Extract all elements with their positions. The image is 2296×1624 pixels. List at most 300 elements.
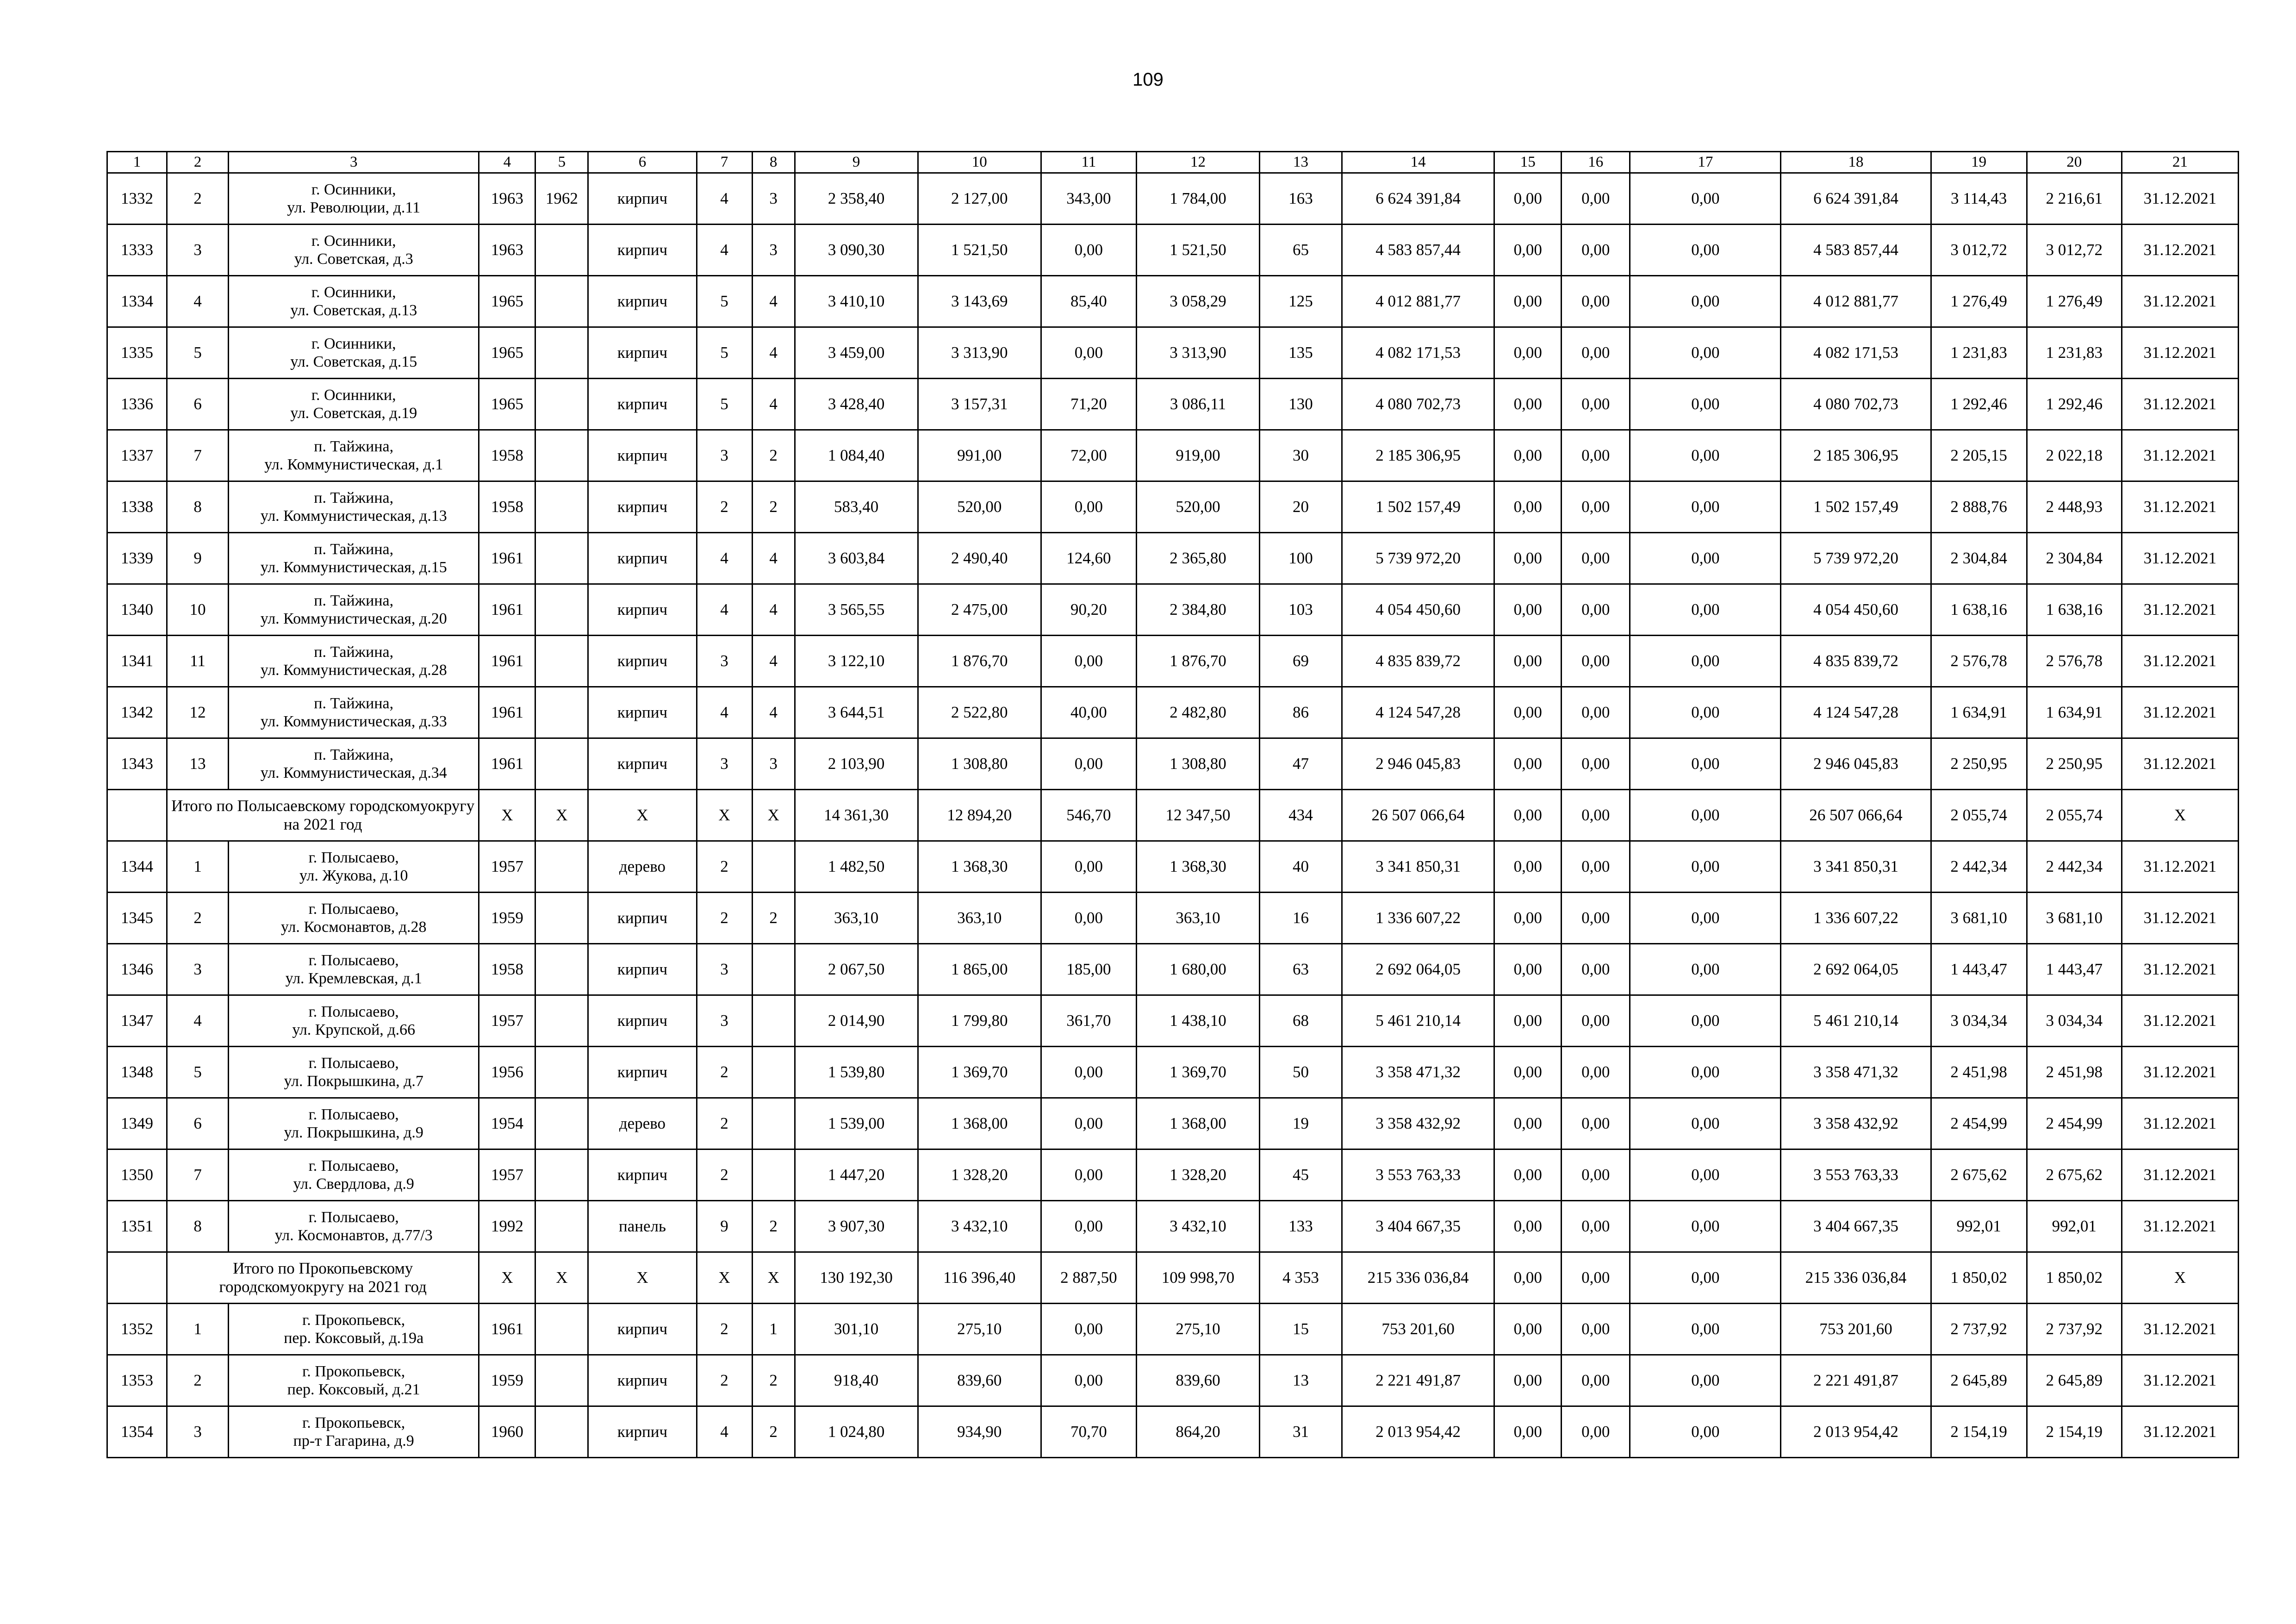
col-12-cell: 3 058,29 (1136, 276, 1259, 327)
col-14-cell: 4 835 839,72 (1342, 636, 1494, 687)
col-4-cell: 1961 (479, 533, 535, 584)
item-number: 8 (167, 1201, 229, 1252)
col-12-cell: 1 328,20 (1136, 1149, 1259, 1201)
col-16-cell: 0,00 (1562, 1406, 1630, 1458)
col-19-cell: 2 454,99 (1931, 1098, 2027, 1149)
col-5-cell: X (535, 790, 588, 841)
col-20-cell: 3 681,10 (2027, 893, 2122, 944)
col-11-cell: 70,70 (1041, 1406, 1136, 1458)
col-17-cell: 0,00 (1630, 944, 1781, 995)
col-13-cell: 20 (1260, 481, 1342, 533)
col-12-cell: 3 086,11 (1136, 379, 1259, 430)
address-cell (229, 738, 479, 790)
col-4-cell: 1963 (479, 225, 535, 276)
item-number: 9 (167, 533, 229, 584)
col-7-cell: 2 (697, 1098, 752, 1149)
col-4-cell: 1965 (479, 379, 535, 430)
column-number-cell: 21 (2122, 152, 2238, 173)
col-6-cell: кирпич (588, 1047, 697, 1098)
col-10-cell: 2 127,00 (918, 173, 1041, 225)
col-7-cell: 3 (697, 738, 752, 790)
col-9-cell: 3 907,30 (795, 1201, 918, 1252)
col-20-cell: 992,01 (2027, 1201, 2122, 1252)
col-11-cell: 0,00 (1041, 481, 1136, 533)
col-6-cell: кирпич (588, 944, 697, 995)
col-5-cell (535, 738, 588, 790)
address-locality: г. Полысаево, (308, 1106, 399, 1123)
address-locality: г. Прокопьевск, (302, 1362, 405, 1380)
col-21-cell: 31.12.2021 (2122, 481, 2238, 533)
col-15-cell: 0,00 (1494, 841, 1562, 893)
col-16-cell: 0,00 (1562, 995, 1630, 1047)
col-14-cell: 5 739 972,20 (1342, 533, 1494, 584)
col-11-cell: 2 887,50 (1041, 1252, 1136, 1304)
col-15-cell: 0,00 (1494, 584, 1562, 636)
col-17-cell: 0,00 (1630, 533, 1781, 584)
column-number-cell: 8 (752, 152, 795, 173)
row-number: 1349 (107, 1098, 167, 1149)
address-street: ул. Кремлевская, д.1 (285, 970, 422, 987)
col-15-cell: 0,00 (1494, 944, 1562, 995)
col-9-cell: 3 603,84 (795, 533, 918, 584)
col-11-cell: 124,60 (1041, 533, 1136, 584)
col-4-cell: X (479, 1252, 535, 1304)
row-number: 1335 (107, 327, 167, 379)
col-17-cell: 0,00 (1630, 995, 1781, 1047)
registry-body (107, 152, 2239, 1458)
row-number: 1346 (107, 944, 167, 995)
col-20-cell: 2 154,19 (2027, 1406, 2122, 1458)
col-7-cell: 3 (697, 636, 752, 687)
col-20-cell: 2 451,98 (2027, 1047, 2122, 1098)
row-number: 1338 (107, 481, 167, 533)
col-4-cell: 1958 (479, 481, 535, 533)
col-15-cell: 0,00 (1494, 173, 1562, 225)
col-10-cell: 2 490,40 (918, 533, 1041, 584)
col-18-cell: 2 946 045,83 (1781, 738, 1931, 790)
address-locality: п. Тайжина, (314, 540, 394, 558)
table-row (107, 1098, 2239, 1149)
col-12-cell: 1 308,80 (1136, 738, 1259, 790)
col-14-cell: 753 201,60 (1342, 1304, 1494, 1355)
col-13-cell: 16 (1260, 893, 1342, 944)
col-12-cell: 109 998,70 (1136, 1252, 1259, 1304)
col-8-cell: 4 (752, 327, 795, 379)
col-10-cell: 1 368,00 (918, 1098, 1041, 1149)
col-13-cell: 30 (1260, 430, 1342, 481)
col-19-cell: 2 154,19 (1931, 1406, 2027, 1458)
address-street: ул. Коммунистическая, д.15 (260, 559, 447, 576)
row-number: 1350 (107, 1149, 167, 1201)
col-10-cell: 1 876,70 (918, 636, 1041, 687)
col-10-cell: 3 313,90 (918, 327, 1041, 379)
col-12-cell: 2 482,80 (1136, 687, 1259, 738)
col-21-cell: 31.12.2021 (2122, 584, 2238, 636)
address-street: ул. Коммунистическая, д.34 (260, 764, 447, 781)
address-street: ул. Коммунистическая, д.13 (260, 507, 447, 525)
col-10-cell: 1 865,00 (918, 944, 1041, 995)
column-number-row (107, 152, 2239, 173)
col-14-cell: 1 502 157,49 (1342, 481, 1494, 533)
col-9-cell: 130 192,30 (795, 1252, 918, 1304)
col-11-cell: 0,00 (1041, 1355, 1136, 1406)
address-locality: г. Прокопьевск, (302, 1311, 405, 1329)
col-5-cell (535, 1304, 588, 1355)
col-17-cell: 0,00 (1630, 584, 1781, 636)
col-21-cell: 31.12.2021 (2122, 276, 2238, 327)
address-cell (229, 481, 479, 533)
col-18-cell: 4 124 547,28 (1781, 687, 1931, 738)
address-cell (229, 1304, 479, 1355)
column-number-cell: 9 (795, 152, 918, 173)
col-8-cell: 2 (752, 1406, 795, 1458)
col-10-cell: 3 432,10 (918, 1201, 1041, 1252)
col-10-cell: 3 143,69 (918, 276, 1041, 327)
col-17-cell: 0,00 (1630, 173, 1781, 225)
col-19-cell: 1 276,49 (1931, 276, 2027, 327)
col-5-cell (535, 944, 588, 995)
col-20-cell: 1 850,02 (2027, 1252, 2122, 1304)
col-21-cell: 31.12.2021 (2122, 1304, 2238, 1355)
row-number: 1337 (107, 430, 167, 481)
col-6-cell: кирпич (588, 584, 697, 636)
col-4-cell: 1956 (479, 1047, 535, 1098)
row-number: 1343 (107, 738, 167, 790)
col-11-cell: 90,20 (1041, 584, 1136, 636)
col-4-cell: 1958 (479, 430, 535, 481)
col-6-cell: кирпич (588, 1355, 697, 1406)
item-number: 3 (167, 944, 229, 995)
total-label-line: Итого по Полысаевскому городскому (171, 796, 428, 815)
col-14-cell: 5 461 210,14 (1342, 995, 1494, 1047)
address-cell (229, 1047, 479, 1098)
col-6-cell: кирпич (588, 636, 697, 687)
table-row (107, 1149, 2239, 1201)
col-20-cell: 2 216,61 (2027, 173, 2122, 225)
col-13-cell: 47 (1260, 738, 1342, 790)
col-11-cell: 40,00 (1041, 687, 1136, 738)
column-number-cell: 16 (1562, 152, 1630, 173)
row-number: 1352 (107, 1304, 167, 1355)
col-17-cell: 0,00 (1630, 430, 1781, 481)
address-cell (229, 995, 479, 1047)
col-19-cell: 2 645,89 (1931, 1355, 2027, 1406)
table-row (107, 584, 2239, 636)
col-21-cell: X (2122, 790, 2238, 841)
col-12-cell: 275,10 (1136, 1304, 1259, 1355)
total-row (107, 790, 2239, 841)
col-11-cell: 71,20 (1041, 379, 1136, 430)
col-12-cell: 1 368,30 (1136, 841, 1259, 893)
col-11-cell: 361,70 (1041, 995, 1136, 1047)
col-18-cell: 3 358 432,92 (1781, 1098, 1931, 1149)
col-6-cell: X (588, 790, 697, 841)
col-18-cell: 215 336 036,84 (1781, 1252, 1931, 1304)
col-12-cell: 2 365,80 (1136, 533, 1259, 584)
address-locality: г. Прокопьевск, (302, 1414, 405, 1431)
col-5-cell (535, 225, 588, 276)
col-17-cell: 0,00 (1630, 1304, 1781, 1355)
col-5-cell (535, 327, 588, 379)
col-10-cell: 12 894,20 (918, 790, 1041, 841)
address-cell (229, 584, 479, 636)
address-street: ул. Свердлова, д.9 (293, 1175, 414, 1193)
col-21-cell: 31.12.2021 (2122, 225, 2238, 276)
col-15-cell: 0,00 (1494, 1406, 1562, 1458)
col-18-cell: 3 404 667,35 (1781, 1201, 1931, 1252)
col-20-cell: 3 012,72 (2027, 225, 2122, 276)
col-21-cell: 31.12.2021 (2122, 738, 2238, 790)
col-4-cell: 1957 (479, 1149, 535, 1201)
col-13-cell: 40 (1260, 841, 1342, 893)
address-locality: г. Полысаево, (308, 1208, 399, 1226)
col-12-cell: 3 432,10 (1136, 1201, 1259, 1252)
row-number: 1332 (107, 173, 167, 225)
col-8-cell: 4 (752, 687, 795, 738)
col-20-cell: 2 250,95 (2027, 738, 2122, 790)
table-row (107, 533, 2239, 584)
row-number: 1345 (107, 893, 167, 944)
col-18-cell: 4 082 171,53 (1781, 327, 1931, 379)
col-14-cell: 4 124 547,28 (1342, 687, 1494, 738)
table-row (107, 173, 2239, 225)
address-street: ул. Космонавтов, д.28 (280, 918, 427, 936)
col-16-cell: 0,00 (1562, 533, 1630, 584)
col-6-cell: кирпич (588, 173, 697, 225)
col-8-cell: 4 (752, 276, 795, 327)
col-16-cell: 0,00 (1562, 636, 1630, 687)
col-13-cell: 130 (1260, 379, 1342, 430)
row-number: 1344 (107, 841, 167, 893)
col-19-cell: 2 737,92 (1931, 1304, 2027, 1355)
col-16-cell: 0,00 (1562, 173, 1630, 225)
col-12-cell: 1 369,70 (1136, 1047, 1259, 1098)
col-8-cell (752, 1149, 795, 1201)
col-16-cell: 0,00 (1562, 1047, 1630, 1098)
col-13-cell: 45 (1260, 1149, 1342, 1201)
col-6-cell: кирпич (588, 225, 697, 276)
col-8-cell: X (752, 790, 795, 841)
col-16-cell: 0,00 (1562, 1149, 1630, 1201)
col-20-cell: 2 675,62 (2027, 1149, 2122, 1201)
col-7-cell: 9 (697, 1201, 752, 1252)
col-19-cell: 1 638,16 (1931, 584, 2027, 636)
col-10-cell: 1 521,50 (918, 225, 1041, 276)
col-6-cell: кирпич (588, 379, 697, 430)
col-20-cell: 2 442,34 (2027, 841, 2122, 893)
col-15-cell: 0,00 (1494, 1201, 1562, 1252)
col-19-cell: 2 451,98 (1931, 1047, 2027, 1098)
col-6-cell: кирпич (588, 430, 697, 481)
item-number: 4 (167, 995, 229, 1047)
column-number-cell: 6 (588, 152, 697, 173)
col-14-cell: 2 185 306,95 (1342, 430, 1494, 481)
col-10-cell: 2 475,00 (918, 584, 1041, 636)
col-20-cell: 1 231,83 (2027, 327, 2122, 379)
table-row (107, 1355, 2239, 1406)
item-number: 11 (167, 636, 229, 687)
col-21-cell: 31.12.2021 (2122, 636, 2238, 687)
col-18-cell: 753 201,60 (1781, 1304, 1931, 1355)
col-8-cell (752, 841, 795, 893)
col-20-cell: 1 638,16 (2027, 584, 2122, 636)
total-label-line: округу на 2021 год (283, 796, 475, 833)
address-cell (229, 841, 479, 893)
col-19-cell: 1 231,83 (1931, 327, 2027, 379)
col-8-cell (752, 995, 795, 1047)
col-20-cell: 1 292,46 (2027, 379, 2122, 430)
col-6-cell: дерево (588, 841, 697, 893)
item-number: 7 (167, 1149, 229, 1201)
table-row (107, 1047, 2239, 1098)
col-7-cell: 2 (697, 1304, 752, 1355)
col-11-cell: 0,00 (1041, 738, 1136, 790)
col-5-cell (535, 1355, 588, 1406)
col-5-cell (535, 1201, 588, 1252)
col-16-cell: 0,00 (1562, 944, 1630, 995)
col-19-cell: 2 304,84 (1931, 533, 2027, 584)
address-locality: г. Полысаево, (308, 951, 399, 969)
item-number: 6 (167, 379, 229, 430)
col-15-cell: 0,00 (1494, 893, 1562, 944)
col-16-cell: 0,00 (1562, 1355, 1630, 1406)
col-4-cell: 1954 (479, 1098, 535, 1149)
col-13-cell: 135 (1260, 327, 1342, 379)
col-18-cell: 3 341 850,31 (1781, 841, 1931, 893)
column-number-cell: 18 (1781, 152, 1931, 173)
col-18-cell: 2 185 306,95 (1781, 430, 1931, 481)
col-19-cell: 992,01 (1931, 1201, 2027, 1252)
col-21-cell: 31.12.2021 (2122, 893, 2238, 944)
address-locality: г. Полысаево, (308, 1003, 399, 1020)
table-row (107, 1201, 2239, 1252)
col-6-cell: кирпич (588, 893, 697, 944)
address-cell (229, 379, 479, 430)
row-number: 1348 (107, 1047, 167, 1098)
col-16-cell: 0,00 (1562, 790, 1630, 841)
col-6-cell: кирпич (588, 1304, 697, 1355)
col-6-cell: кирпич (588, 995, 697, 1047)
col-15-cell: 0,00 (1494, 1149, 1562, 1201)
col-10-cell: 275,10 (918, 1304, 1041, 1355)
col-6-cell: кирпич (588, 276, 697, 327)
address-cell (229, 944, 479, 995)
col-5-cell (535, 1149, 588, 1201)
address-locality: п. Тайжина, (314, 694, 394, 712)
col-5-cell (535, 584, 588, 636)
col-20-cell: 1 443,47 (2027, 944, 2122, 995)
col-7-cell: 3 (697, 944, 752, 995)
col-16-cell: 0,00 (1562, 841, 1630, 893)
col-15-cell: 0,00 (1494, 225, 1562, 276)
column-number-cell: 10 (918, 152, 1041, 173)
col-18-cell: 5 739 972,20 (1781, 533, 1931, 584)
item-number: 12 (167, 687, 229, 738)
col-17-cell: 0,00 (1630, 327, 1781, 379)
col-19-cell: 2 675,62 (1931, 1149, 2027, 1201)
col-11-cell: 85,40 (1041, 276, 1136, 327)
address-locality: п. Тайжина, (314, 437, 394, 455)
col-13-cell: 50 (1260, 1047, 1342, 1098)
col-18-cell: 1 336 607,22 (1781, 893, 1931, 944)
col-15-cell: 0,00 (1494, 636, 1562, 687)
col-15-cell: 0,00 (1494, 430, 1562, 481)
col-14-cell: 2 221 491,87 (1342, 1355, 1494, 1406)
col-21-cell: 31.12.2021 (2122, 1355, 2238, 1406)
col-20-cell: 1 634,91 (2027, 687, 2122, 738)
col-21-cell: 31.12.2021 (2122, 944, 2238, 995)
col-15-cell: 0,00 (1494, 1047, 1562, 1098)
col-13-cell: 133 (1260, 1201, 1342, 1252)
col-18-cell: 3 553 763,33 (1781, 1149, 1931, 1201)
col-8-cell: 4 (752, 636, 795, 687)
column-number-cell: 15 (1494, 152, 1562, 173)
col-11-cell: 0,00 (1041, 1201, 1136, 1252)
row-number: 1333 (107, 225, 167, 276)
col-7-cell: 2 (697, 1047, 752, 1098)
col-6-cell: кирпич (588, 327, 697, 379)
col-13-cell: 63 (1260, 944, 1342, 995)
col-15-cell: 0,00 (1494, 1252, 1562, 1304)
item-number: 5 (167, 327, 229, 379)
col-7-cell: 2 (697, 893, 752, 944)
address-locality: п. Тайжина, (314, 592, 394, 609)
col-10-cell: 116 396,40 (918, 1252, 1041, 1304)
col-16-cell: 0,00 (1562, 687, 1630, 738)
col-13-cell: 100 (1260, 533, 1342, 584)
col-21-cell: 31.12.2021 (2122, 1201, 2238, 1252)
col-13-cell: 15 (1260, 1304, 1342, 1355)
address-cell (229, 430, 479, 481)
col-8-cell: 3 (752, 738, 795, 790)
col-17-cell: 0,00 (1630, 738, 1781, 790)
col-9-cell: 301,10 (795, 1304, 918, 1355)
col-9-cell: 2 358,40 (795, 173, 918, 225)
col-10-cell: 1 368,30 (918, 841, 1041, 893)
col-16-cell: 0,00 (1562, 481, 1630, 533)
col-19-cell: 3 114,43 (1931, 173, 2027, 225)
col-5-cell (535, 1047, 588, 1098)
col-13-cell: 434 (1260, 790, 1342, 841)
col-20-cell: 3 034,34 (2027, 995, 2122, 1047)
row-number: 1340 (107, 584, 167, 636)
col-20-cell: 2 448,93 (2027, 481, 2122, 533)
col-14-cell: 3 553 763,33 (1342, 1149, 1494, 1201)
col-18-cell: 2 221 491,87 (1781, 1355, 1931, 1406)
col-14-cell: 4 082 171,53 (1342, 327, 1494, 379)
address-locality: г. Полысаево, (308, 1054, 399, 1072)
col-11-cell: 0,00 (1041, 1149, 1136, 1201)
col-9-cell: 1 084,40 (795, 430, 918, 481)
col-13-cell: 68 (1260, 995, 1342, 1047)
col-9-cell: 3 428,40 (795, 379, 918, 430)
col-4-cell: 1960 (479, 1406, 535, 1458)
address-street: ул. Советская, д.15 (290, 353, 417, 370)
col-17-cell: 0,00 (1630, 687, 1781, 738)
col-17-cell: 0,00 (1630, 1149, 1781, 1201)
address-cell (229, 225, 479, 276)
col-16-cell: 0,00 (1562, 584, 1630, 636)
address-cell (229, 893, 479, 944)
col-9-cell: 2 103,90 (795, 738, 918, 790)
address-cell (229, 1201, 479, 1252)
col-20-cell: 2 576,78 (2027, 636, 2122, 687)
row-number: 1353 (107, 1355, 167, 1406)
col-10-cell: 363,10 (918, 893, 1041, 944)
col-15-cell: 0,00 (1494, 687, 1562, 738)
col-16-cell: 0,00 (1562, 327, 1630, 379)
col-9-cell: 3 459,00 (795, 327, 918, 379)
